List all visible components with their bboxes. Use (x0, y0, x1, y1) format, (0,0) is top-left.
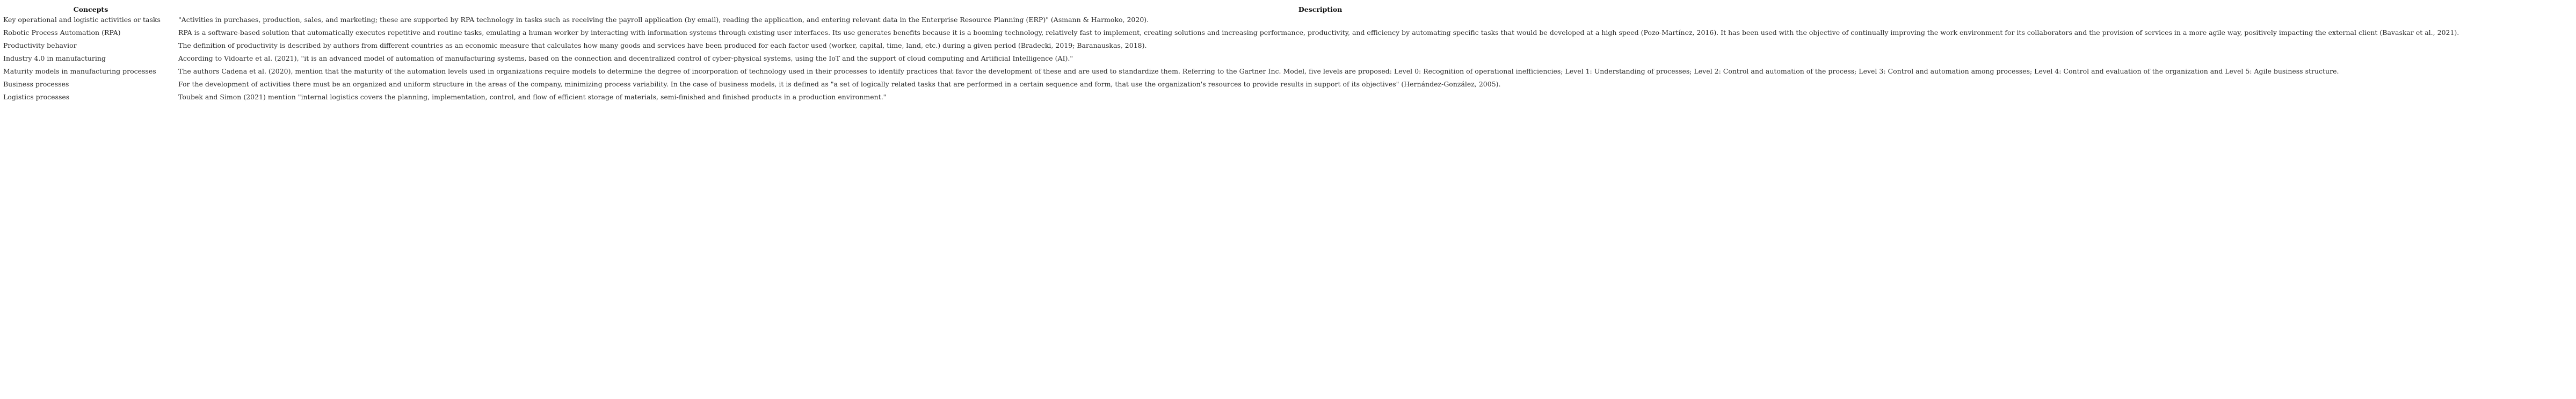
description-cell: RPA is a software-based solution that automatically executes repetitive and routine tasks, emulating a human worker by interacting with information systems through existing user interfaces. Its use generates benefits because it is a booming technology, relatively fast to implement, creating solutions and increasing performance, productivity, and efficiency by automating specific tasks that would be developed at a high speed (Pozo-Martínez, 2016). It has been used with the objective of continually improving the work environment for its collaborators and the provision of services in a more agile way, positively impacting the external client (Bavaskar et al., 2021). (178, 28, 2459, 37)
description-cell: "Activities in purchases, production, sales, and marketing; these are supported by RPA technology in tasks such as receiving the payroll application (by email), reading the application, and entering relevant data in the Enterprise Resource Planning (ERP)" (Asmann & Harmoko, 2020). (178, 16, 1149, 24)
description-cell: According to Vidoarte et al. (2021), "it is an advanced model of automation of manufacturing systems, based on the connection and decentralized control of cyber-physical systems, using the IoT and the support of cloud computing and Artificial Intelligence (AI)." (178, 54, 1073, 62)
concept-cell: Robotic Process Automation (RPA) (3, 28, 121, 37)
table-row (3, 28, 2462, 41)
table-row (3, 79, 2462, 92)
table-row (3, 92, 2462, 105)
concept-cell: Industry 4.0 in manufacturing (3, 54, 106, 62)
table-header-row (3, 4, 2462, 15)
description-cell: Toubek and Simon (2021) mention "internal logistics covers the planning, implementation, control, and flow of efficient storage of materials, semi-finished and finished products in a production environment." (178, 93, 887, 101)
table-row (3, 67, 2462, 79)
concept-cell: Logistics processes (3, 93, 70, 101)
concepts-column-header: Concepts (73, 5, 108, 13)
concept-cell: Business processes (3, 80, 69, 88)
table-row (3, 15, 2462, 28)
concept-cell: Maturity models in manufacturing processes (3, 67, 156, 75)
description-column-header: Description (1298, 5, 1343, 13)
description-cell: For the development of activities there must be an organized and uniform structure in the areas of the company, minimizing process variability. In the case of business models, it is defined as "a set of logically related tasks that are performed in a certain sequence and form, that use the organization's resources to provide results in support of its objectives" (Hernández-González, 2005). (178, 80, 1501, 88)
table-row (3, 41, 2462, 54)
description-cell: The authors Cadena et al. (2020), mention that the maturity of the automation levels used in organizations require models to determine the degree of incorporation of technology used in their processes to identify practices that favor the development of these and are used to standardize them. Referring to the Gartner Inc. Model, five levels are proposed: Level 0: Recognition of operational inefficiencies; Level 1: Understanding of processes; Level 2: Control and automation of the process; Level 3: Control and automation among processes; Level 4: Control and evaluation of the organization and Level 5: Agile business structure. (178, 67, 2339, 75)
description-cell: The definition of productivity is described by authors from different countries as an economic measure that calculates how many goods and services have been produced for each factor used (worker, capital, time, land, etc.) during a given period (Bradecki, 2019; Baranauskas, 2018). (178, 41, 1147, 49)
table-row (3, 54, 2462, 67)
concept-cell: Productivity behavior (3, 41, 77, 49)
concept-cell: Key operational and logistic activities or tasks (3, 16, 161, 24)
concepts-table (3, 4, 2462, 105)
